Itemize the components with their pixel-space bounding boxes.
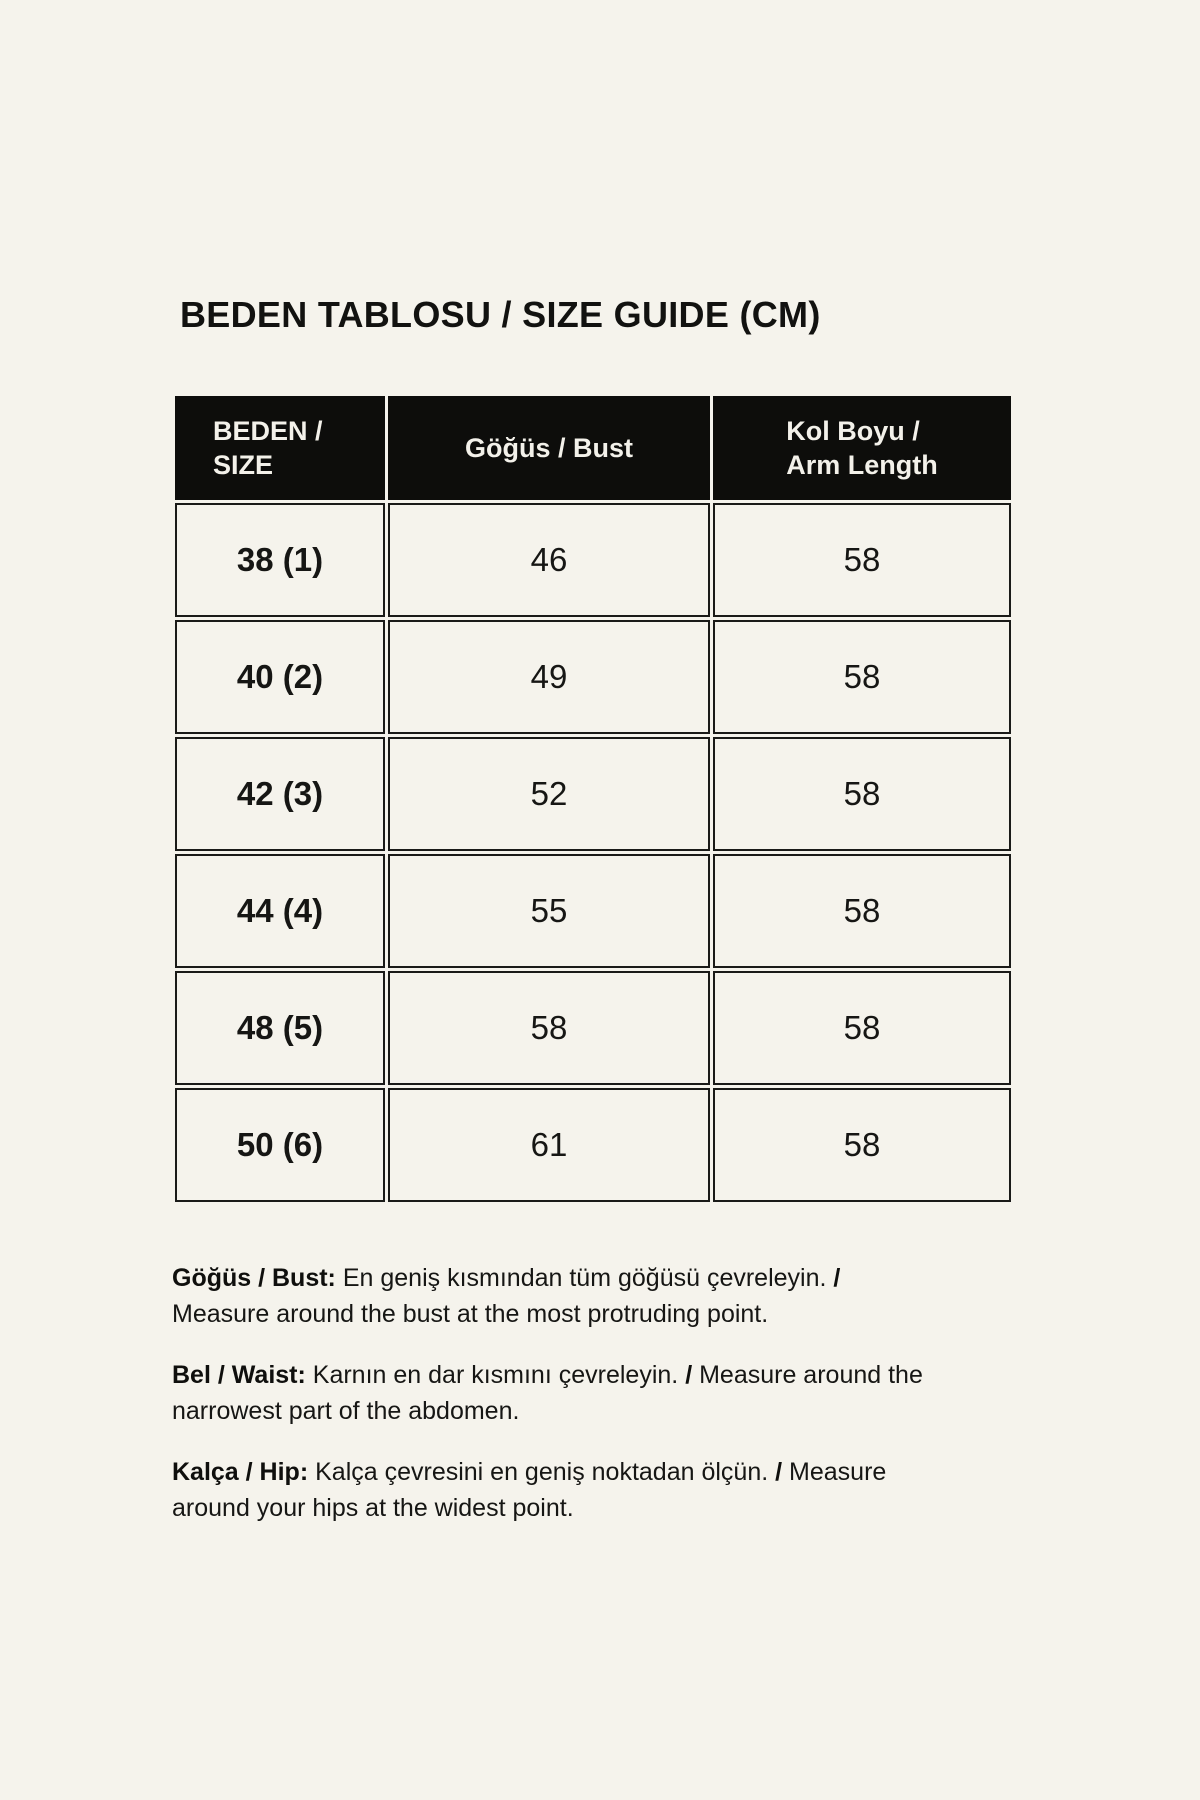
note-bust-english: Measure around the bust at the most protruding point. xyxy=(172,1299,769,1328)
measurement-notes xyxy=(172,1261,924,1526)
bust-cell: 49 xyxy=(388,620,710,734)
size-guide-table xyxy=(172,393,1014,1205)
table-row xyxy=(175,503,1011,617)
table-row xyxy=(175,854,1011,968)
note-waist-english: Measure around the narrowest part of the abdomen. xyxy=(172,1361,923,1425)
arm-length-cell: 58 xyxy=(713,737,1011,851)
header-size-line1: BEDEN / xyxy=(213,415,323,446)
header-cell-size xyxy=(175,396,385,500)
note-waist xyxy=(172,1358,924,1429)
table-header-row xyxy=(175,396,1011,500)
note-waist-turkish: Karnın en dar kısmını çevreleyin. xyxy=(312,1361,679,1389)
bust-cell: 52 xyxy=(388,737,710,851)
note-hip-separator: / xyxy=(775,1458,783,1486)
table-row xyxy=(175,737,1011,851)
page-title: BEDEN TABLOSU / SIZE GUIDE (CM) xyxy=(180,294,821,335)
arm-length-cell: 58 xyxy=(713,854,1011,968)
header-size-line2: SIZE xyxy=(213,450,274,480)
header-arm-line1: Kol Boyu / xyxy=(786,415,920,446)
table-row xyxy=(175,971,1011,1085)
note-bust-separator: / xyxy=(833,1264,841,1292)
header-bust-label: Göğüs / Bust xyxy=(465,432,633,463)
arm-length-cell: 58 xyxy=(713,971,1011,1085)
size-cell: 44 (4) xyxy=(175,854,385,968)
arm-length-cell: 58 xyxy=(713,1088,1011,1202)
header-cell-arm-length xyxy=(713,396,1011,500)
size-cell: 48 (5) xyxy=(175,971,385,1085)
note-hip xyxy=(172,1455,924,1526)
size-cell: 40 (2) xyxy=(175,620,385,734)
table-row xyxy=(175,620,1011,734)
header-arm-line2: Arm Length xyxy=(786,450,938,480)
bust-cell: 46 xyxy=(388,503,710,617)
header-arm-length-block xyxy=(786,414,938,482)
size-cell: 50 (6) xyxy=(175,1088,385,1202)
note-bust xyxy=(172,1261,924,1332)
bust-cell: 55 xyxy=(388,854,710,968)
note-bust-turkish: En geniş kısmından tüm göğüsü çevreleyin. xyxy=(342,1264,827,1292)
arm-length-cell: 58 xyxy=(713,620,1011,734)
header-cell-bust xyxy=(388,396,710,500)
note-waist-label: Bel / Waist: xyxy=(172,1361,306,1389)
size-cell: 42 (3) xyxy=(175,737,385,851)
bust-cell: 61 xyxy=(388,1088,710,1202)
size-cell: 38 (1) xyxy=(175,503,385,617)
arm-length-cell: 58 xyxy=(713,503,1011,617)
bust-cell: 58 xyxy=(388,971,710,1085)
note-hip-english: Measure around your hips at the widest point. xyxy=(172,1458,887,1522)
note-waist-separator: / xyxy=(685,1361,693,1389)
note-hip-label: Kalça / Hip: xyxy=(172,1458,309,1486)
table-row xyxy=(175,1088,1011,1202)
note-bust-label: Göğüs / Bust: xyxy=(172,1264,336,1292)
note-hip-turkish: Kalça çevresini en geniş noktadan ölçün. xyxy=(315,1458,769,1486)
